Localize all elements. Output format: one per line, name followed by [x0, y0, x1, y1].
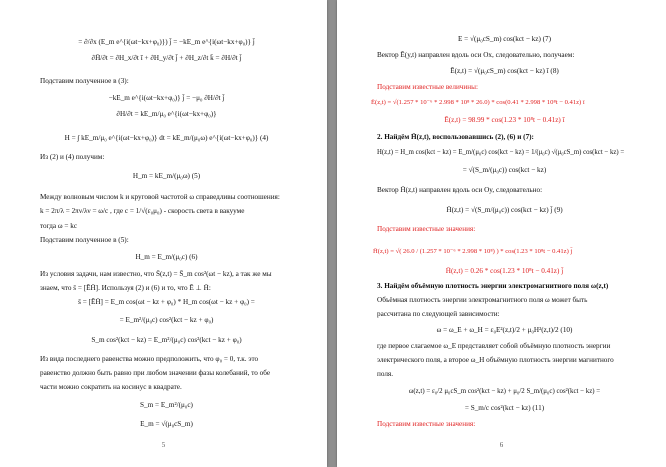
equation-line: S_m cos²(kct − kz) = E_m²/(μ₀c) cos²(kct − kz + φ₀) [91, 336, 242, 344]
equation-line: −kE_m e^{i(ωt−kx+φ₀)} j̄ = −μ₀ ∂H/∂t j̄ [108, 94, 225, 102]
equation-line: = √(S_m/(μ₀c)) cos(kct − kz) [462, 166, 547, 174]
section-heading: 2. Найдём H̄(z,t), воспользовавшись (2), (6) и (7): [377, 133, 534, 141]
text-line: где первое слагаемое ω_E представляет собой объёмную плотность энергии [377, 342, 611, 350]
document-page-right [337, 0, 666, 467]
equation-line: H_m = kE_m/(μ₀ω) (5) [132, 172, 201, 180]
equation-line: H_m = E_m/(μ₀c) (6) [135, 253, 198, 261]
text-line: k = 2π/λ = 2πν/λν = ω/c , где c = 1/√(ε₀μ₀) - скорость света в вакууме [40, 207, 245, 215]
equation-line: ∂H̄/∂t = ∂H_x/∂t ī + ∂H_y/∂t j̄ + ∂H_z/∂t k̄ = ∂H/∂t j̄ [91, 54, 242, 62]
equation-line: E_m = √(μ₀cS_m) [140, 420, 193, 428]
equation-line: H̄(z,t) = √(S_m/(μ₀c)) cos(kct − kz) j̄ (9) [446, 206, 563, 214]
text-line: поля. [377, 370, 394, 378]
equation-line: E = √(μ₀cS_m) cos(kct − kz) (7) [457, 35, 552, 43]
equation-line: H(z,t) = H_m cos(kct − kz) = E_m/(μ₀c) cos(kct − kz) = 1/(μ₀c) √(μ₀cS_m) cos(kct − kz) = [377, 149, 625, 156]
equation-line: = E_m²/(μ₀c) cos²(kct − kz + φ₀) [119, 316, 214, 324]
text-line: Объёмная плотность энергии электромагнитного поля ω может быть [377, 296, 588, 304]
equation-line: ω = ω_E + ω_H = ε₀E²(z,t)/2 + μ₀H²(z,t)/2 (10) [436, 326, 573, 334]
red-heading: Подставим известные значения: [377, 420, 476, 428]
red-equation: Ē(z,t) = √(1.257 * 10⁻⁶ * 2.998 * 10⁸ * 26.0) * cos(0.41 * 2.998 * 10⁸t − 0.41z) ī [371, 99, 585, 106]
equation-line: = ∂/∂x (E_m e^{i(ωt−kx+φ₀)}) j̄ = −kE_m e^{i(ωt−kx+φ₀)} j̄ [78, 38, 255, 46]
text-line: Вектор H̄(z,t) направлен вдоль оси Oy, следовательно: [377, 186, 543, 194]
page-number: 5 [161, 441, 166, 449]
text-line: Подставим полученное в (3): [40, 77, 129, 85]
text-line: Из условия задачи, нам известно, что S̄(z,t) = S̄_m cos²(ωt − kz), а так же мы [40, 270, 272, 278]
text-line: части можно сократить на косинус в квадрате. [40, 383, 182, 391]
section-heading: 3. Найдём объёмную плотность энергии электромагнитного поля ω(z,t) [377, 282, 609, 290]
page-number: 6 [499, 441, 504, 449]
text-line: тогда ω = kc [40, 222, 78, 230]
equation-line: Ē(z,t) = √(μ₀cS_m) cos(kct − kz) ī (8) [450, 67, 559, 75]
red-equation: H̄(z,t) = 0.26 * cos(1.23 * 10⁸t − 0.41z) j̄ [445, 267, 564, 275]
equation-line: ω(z,t) = ε₀/2 μ₀cS_m cos²(kct − kz) + μ₀/2 S_m/(μ₀c) cos²(kct − kz) = [408, 388, 601, 395]
red-equation: Ē(z,t) = 98.99 * cos(1.23 * 10⁸t − 0.41z) ī [444, 116, 565, 124]
text-line: Между волновым числом k и круговой частотой ω справедливы соотношения: [40, 193, 280, 201]
text-line: знаем, что s̄ = [ĒH̄]. Используя (2) и (6) и то, что Ē ⊥ H̄: [40, 284, 211, 292]
red-heading: Подставим известные величины: [377, 83, 478, 91]
text-line: Из (2) и (4) получим: [40, 153, 105, 161]
equation-line: s̄ = [ĒH̄] = E_m cos(ωt − kz + φ₀) * H_m cos(ωt − kz + φ₀) = [78, 298, 255, 306]
equation-line: = S_m/c cos²(kct − kz) (11) [464, 404, 545, 412]
document-page-left [0, 0, 327, 467]
red-equation: H̄(z,t) = √( 26.0 / (1.257 * 10⁻⁶ * 2.998 * 10⁸) ) * cos(1.23 * 10⁸t − 0.41z) j̄ [373, 248, 573, 255]
text-line: Вектор Ē(y,t) направлен вдоль оси Ox, следовательно, получаем: [377, 51, 575, 59]
text-line: равенство должно быть равно при любом значении фазы колебаний, то обе [40, 369, 271, 377]
text-line: Подставим полученное в (5): [40, 236, 129, 244]
red-heading: Подставим известные значения: [377, 225, 476, 233]
text-line: Из вида последнего равенства можно предположить, что φ₀ = 0, т.к. это [40, 355, 259, 363]
text-line: рассчитана по следующей зависимости: [377, 310, 500, 318]
equation-line: H = ∫ kE_m/μ₀ e^{i(ωt−kx+φ₀)} dt = kE_m/(μ₀ω) e^{i(ωt−kx+φ₀)} (4) [64, 134, 269, 142]
text-line: электрического поля, а второе ω_H объёмную плотность энергии магнитного [377, 356, 614, 364]
equation-line: S_m = E_m²/(μ₀c) [140, 401, 193, 409]
equation-line: ∂H/∂t = kE_m/μ₀ e^{i(ωt−kx+φ₀)} [116, 110, 217, 118]
